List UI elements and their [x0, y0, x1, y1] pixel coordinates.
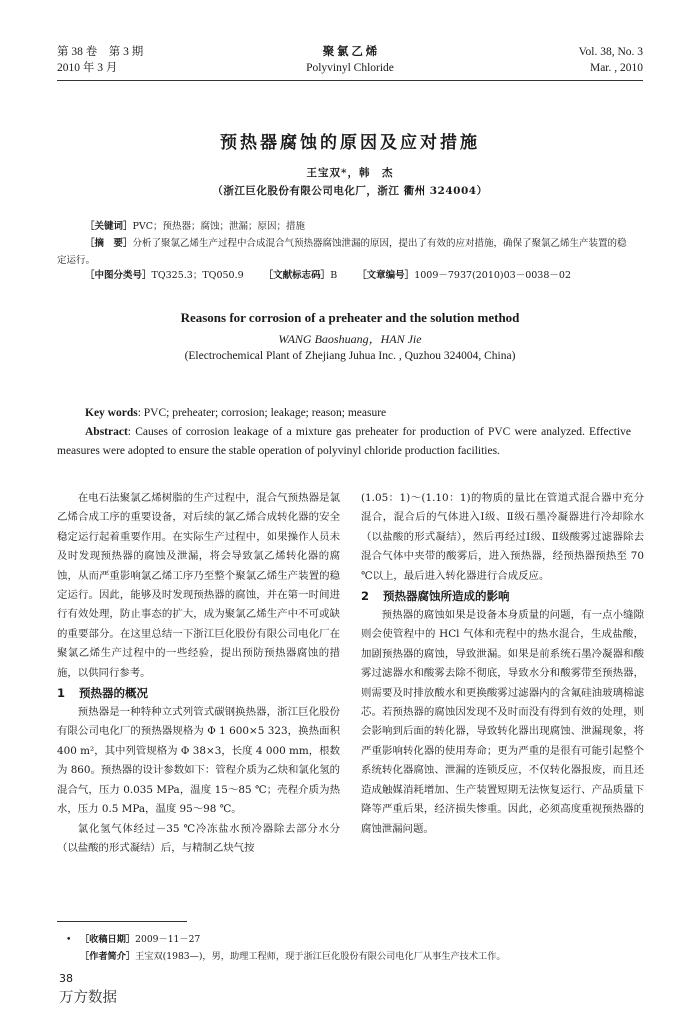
page-number: 38 [59, 972, 73, 985]
footnote-received [66, 932, 200, 948]
article-no-value: 1009－7937(2010)03－0038－02 [414, 270, 571, 281]
doc-code-label: ［文献标志码］ [263, 270, 331, 281]
clc-label: ［中图分类号］ [85, 270, 152, 281]
section-1-paragraph-2-continued: (1.05：1)～(1.10：1)的物质的量比在管道式混合器中充分混合，混合后的气体进入Ⅰ级、Ⅱ级石墨冷凝器进行冷却除水（以盐酸的形式凝结），然后再经过Ⅰ级、Ⅱ级酸雾过滤器除去混合气体中夹带的酸雾后，进入预热器，经预热器预热至 70 ℃以上，最后进入转化器进行合成反应。 [361, 492, 644, 582]
section-1-heading [57, 683, 340, 703]
article-title-en: Reasons for corrosion of a preheater and the solution method [180, 310, 520, 325]
section-2-number: 2 [361, 589, 370, 604]
clc-value: TQ325.3；TQ050.9 [151, 270, 244, 281]
abstract-cn [57, 236, 631, 269]
abstract-cn-value: 分析了聚氯乙烯生产过程中合成混合气预热器腐蚀泄漏的原因，提出了有效的应对措施，确保了聚氯乙烯生产装置的稳定运行。 [57, 238, 627, 266]
footnote-author-bio [80, 949, 506, 965]
journal-volume-issue-cn: 第 38 卷 第 3 期 [57, 46, 144, 58]
footnote-divider [57, 921, 187, 922]
abstract-en-value: : Causes of corrosion leakage of a mixture gas preheater for production of PVC were analyzed. Effective measures were adopted to ensure the stable operation of polyvinyl chloride production facilities. [57, 426, 631, 457]
received-date-label: ［收稿日期］ [80, 934, 136, 945]
keywords-en [85, 404, 386, 423]
affiliation-cn: （浙江巨化股份有限公司电化厂，浙江 衢州 324004） [212, 185, 488, 197]
received-date-value: 2009－11－27 [135, 934, 201, 945]
keywords-cn-label: ［关键词］ [85, 221, 133, 232]
journal-name-cn: 聚 氯 乙 烯 [322, 46, 378, 58]
authors-cn: 王宝双*，韩 杰 [306, 167, 394, 179]
keywords-en-label: Key words [85, 407, 138, 419]
running-header-right [579, 44, 643, 76]
journal-date-cn: 2010 年 3 月 [57, 62, 118, 74]
section-1-paragraph-1: 预热器是一种特种立式列管式碳钢换热器，浙江巨化股份有限公司电化厂的预热器规格为 Φ 1 600×5 323，换热面积 400 m²，其中列管规格为 Φ 38×3，长度 4 000 mm，根数为 860。预热器的设计参数如下：管程介质为乙炔和氯化氢的混合气，压力 0.035 MPa，温度 15～85 ℃；壳程介质为热水，压力 0.5 MPa，温度 95～98 ℃。 [57, 706, 340, 816]
journal-volume-issue-en: Vol. 38, No. 3 [578, 46, 643, 58]
section-1-number: 1 [57, 686, 66, 701]
journal-date-en: Mar. , 2010 [589, 62, 643, 74]
header-divider [57, 80, 643, 81]
author-bio-value: 王宝双(1983—)，男，助理工程师，现于浙江巨化股份有限公司电化厂从事生产技术工作。 [135, 951, 506, 962]
abstract-en-label: Abstract [85, 426, 128, 438]
keywords-cn-value: PVC；预热器；腐蚀；泄漏；原因；措施 [132, 221, 306, 232]
section-2-paragraph-1: 预热器的腐蚀如果是设备本身质量的问题，有一点小缝隙则会使管程中的 HCl 气体和壳程中的热水混合，生成盐酸，加剧预热器的腐蚀，导致泄漏。如果是前系统石墨冷凝器和酸雾过滤器水和酸雾去除不彻底，导致水分和酸雾带至预热器，则需要及时排放酸水和更换酸雾过滤器内的含氟硅油玻璃棉滤芯。若预热器的腐蚀因发现不及时而没有得到有效的处理，则会影响到后面的转化器，导致转化器出现腐蚀、泄漏现象，将严重影响转化器的使用寿命；更为严重的是很有可能引起整个系统转化器腐蚀、泄漏的连锁反应，不仅转化器报废，而且还造成触媒消耗增加、生产装置短期无法恢复运行、产品质量下降等严重后果，经济损失惨重。因此，必须高度重视预热器的腐蚀泄漏问题。 [361, 609, 644, 835]
body-column-right [361, 489, 644, 839]
keywords-cn [85, 219, 631, 236]
body-column-left [57, 489, 340, 858]
section-1-paragraph-2-start: 氯化氢气体经过－35 ℃冷冻盐水预冷器除去部分水分（以盐酸的形式凝结）后，与精制乙炔气按 [57, 822, 340, 854]
abstract-en [57, 423, 631, 461]
intro-paragraph: 在电石法聚氯乙烯树脂的生产过程中，混合气预热器是氯乙烯合成工序的重要设备，对后续的氯乙烯合成转化器的安全稳定运行起着重要作用。在实际生产过程中，如果操作人员未及时发现预热器的腐蚀及泄漏，将会导致氯乙烯转化器的腐蚀，从而严重影响氯乙烯工序乃至整个聚氯乙烯生产装置的稳定运行。因此，能够及时发现预热器的腐蚀，并在第一时间进行有效处理，防止事态的扩大，成为聚氯乙烯生产中不可或缺的重要部分。在这里总结一下浙江巨化股份有限公司电化厂在聚氯乙烯生产过程中的一些经验，提出预防预热器腐蚀的措施，以供同行参考。 [57, 492, 340, 679]
abstract-cn-label: ［摘 要］ [85, 238, 133, 249]
author-bio-label: ［作者简介］ [80, 951, 136, 962]
article-no-label: ［文章编号］ [357, 270, 415, 281]
section-2-heading [361, 586, 644, 606]
footnote-bullet: • [66, 934, 72, 945]
classification-line [85, 268, 631, 285]
journal-name-en: Polyvinyl Chloride [306, 62, 394, 74]
section-1-title: 预热器的概况 [79, 686, 148, 701]
authors-en: WANG Baoshuang，HAN Jie [278, 332, 422, 346]
affiliation-en: (Electrochemical Plant of Zhejiang Juhua Inc. , Quzhou 324004, China) [184, 350, 516, 362]
section-2-title: 预热器腐蚀所造成的影响 [383, 589, 510, 604]
article-title-cn: 预热器腐蚀的原因及应对措施 [220, 133, 480, 153]
keywords-en-value: : PVC; preheater; corrosion; leakage; reason; measure [137, 407, 387, 419]
doc-code-value: B [330, 270, 338, 281]
database-watermark: 万方数据 [59, 990, 117, 1006]
